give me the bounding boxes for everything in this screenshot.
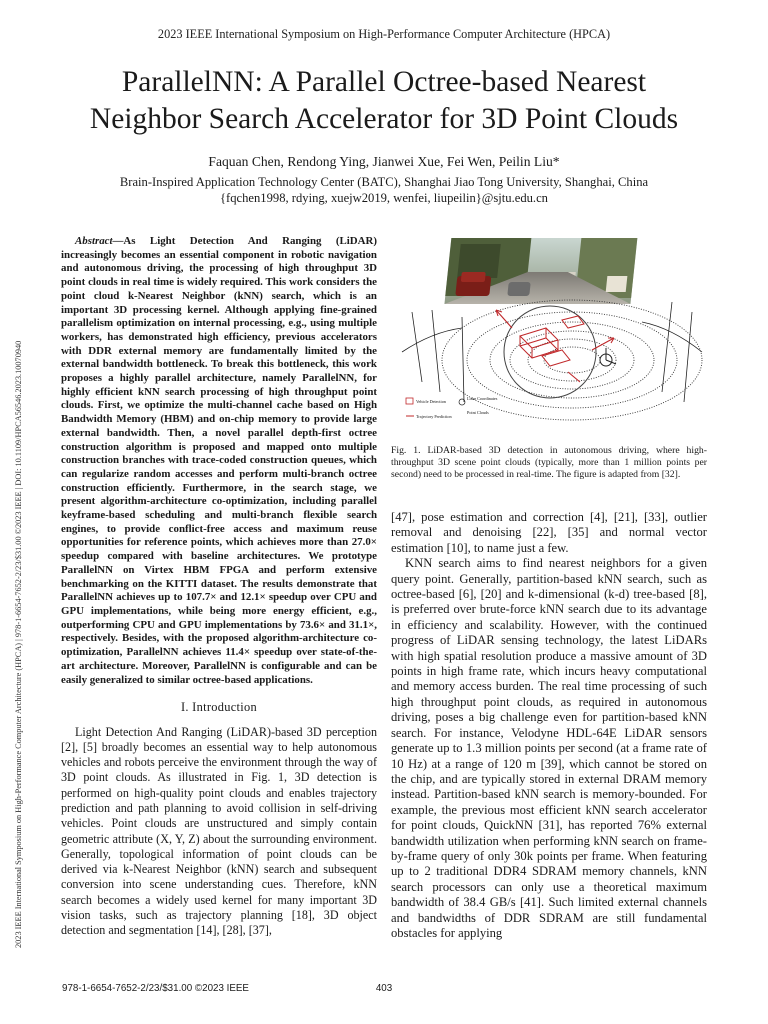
legend-trajectory: Trajectory Prediction (416, 414, 452, 419)
affiliation: Brain-Inspired Application Technology Center (BATC), Shanghai Jiao Tong University, Shanghai, China (119, 175, 649, 189)
section-heading-introduction: I. Introduction (180, 700, 258, 715)
right-column (391, 510, 707, 941)
camera-photo (444, 238, 637, 304)
abstract (61, 235, 377, 687)
page-number: 403 (375, 983, 393, 994)
trajectory-arrows (496, 310, 614, 382)
conference-header: 2023 IEEE International Symposium on High-Performance Computer Architecture (HPCA) (157, 27, 611, 41)
legend-vehicle-detection: Vehicle Detection (416, 399, 446, 404)
abstract-label: Abstract (75, 235, 113, 247)
right-paragraph-continued: [47], pose estimation and correction [4], [21], [33], outlier removal and denoising [22], [35] and normal vector estimation [10], to name just a few. (391, 510, 707, 555)
legend-point-clouds: Point Clouds (467, 410, 489, 415)
author-emails: {fqchen1998, rdying, xuejw2019, wenfei, liupeilin}@sjtu.edu.cn (220, 191, 548, 205)
coordinates-icon (459, 399, 465, 405)
vehicle-detection-icon (406, 398, 413, 404)
author-list: Faquan Chen, Rendong Ying, Jianwei Xue, Fei Wen, Peilin Liu* (208, 154, 560, 169)
title-line-1: ParallelNN: A Parallel Octree-based Nearest (121, 66, 647, 98)
figure-1 (392, 232, 710, 440)
lidar-coordinates-icon (600, 348, 616, 366)
intro-paragraph-1: Light Detection And Ranging (LiDAR)-based 3D perception [2], [5] broadly becomes an essential way to help autonomous vehicles and robots perceive the environment through the way of 3D point clouds. As illustrated in Fig. 1, 3D detection is performed on high-quality point clouds and enables trajectory prediction and path planning to avoid collision in self-driving vehicles. Point clouds are unstructured and simply contain geometric attribute (X, Y, Z) about the surrounding environment. Generally, topological information of point clouds can be derived via k-Nearest Neighbor (kNN) search and subsequent conversion into scene understanding cues. Therefore, kNN search becomes a widely used kernel for many important 3D vision tasks, such as trajectory planning [18], 3D object detection and segmentation [14], [28], [37], (61, 724, 377, 938)
affiliation-block (0, 174, 768, 206)
side-doi-note: 2023 IEEE International Symposium on High-Performance Computer Architecture (HPCA) | 978-1-6654-7652-2/23/$31.00 ©2023 IEEE | DOI: 10.1109/HPCA56546.2023.10070940 (14, 340, 23, 948)
footer-copyright: 978-1-6654-7652-2/23/$31.00 ©2023 IEEE (62, 983, 249, 994)
abstract-text: As Light Detection And Ranging (LiDAR) increasingly becomes an essential component in robotic navigation and autonomous driving, the processing of high throughput 3D point clouds in real time is widely required. This work considers the point cloud k-Nearest Neighbor (kNN) search, which is an important 3D processing kernel. Although applying fine-grained parallelism optimization on internal processing, e.g., using multiple workers, has demonstrated high efficiency, previous accelerators with DDR external memory are fundamentally limited by the external bandwidth bottleneck. To break this bottleneck, this work proposes a highly parallel architecture, namely ParallelNN, for highly efficient kNN search processing of high throughput point clouds. First, we optimize the multi-channel cache based on High Bandwidth Memory (HBM) and on-chip memory to provide large external bandwidth. Then, a novel parallel depth-first octree construction algorithm is proposed and mapped onto multiple construction branches with trace-coded construction queues, which can regularize random accesses and perform multi-branch octree construction efficiently. Furthermore, in the search stage, we present algorithm-architecture co-optimization, including parallel keyframe-based scheduling and multi-branch flexible search engines, to provide conflict-free access and maximum reuse opportunities for reference points, which achieves more than 27.0× speedup compared with baseline architectures. We prototype ParallelNN on Virtex HBM FPGA and perform extensive benchmarking on the KITTI dataset. The results demonstrate that ParallelNN achieves up to 107.7× and 12.1× speedup over CPU and GPU implementations, while being more energy efficient, e.g., outperforming CPU and GPU implementations by 73.6× and 31.1×, respectively. Besides, with the proposed algorithm-architecture co-optimization, ParallelNN achieves 11.4× speedup over state-of-the-art architecture. Moreover, ParallelNN is configurable and can be easily generalized to similar octree-based applications. (61, 235, 377, 686)
right-paragraph-knn: KNN search aims to find nearest neighbors for a given query point. Generally, partition-based kNN search, such as octree-based [6], [20] and k-dimensional (k-d) tree-based [8], is preferred over brute-force kNN search due to its advantage in efficiency and scalability. However, with the continued progress of LiDAR sensing technology, the latest LiDARs with high spatial resolution produce a massive amount of 3D points in high frame rate, which incurs heavy computational and memory access burden. The real time processing of such high throughput point clouds, as required in autonomous driving, poses a big challenge even for partition-based kNN search. For instance, Velodyne HDL-64E LiDAR sensors generate up to 1.3 million points per second (at a frame rate of 10 Hz) at a range of 120 m [39], which cannot be stored on the chip, and are typically stored in external DRAM memory instead. Partition-based kNN search is memory-bounded. For example, the previous most efficient kNN search accelerator for point clouds, QuickNN [31], has reported 76% external bandwidth utilization when performing kNN search on frame-by-frame query of only 30k points per frame. When featuring up to 2 traditional DDR4 SDRAM memory channels, kNN search processors can only use a theoretical maximum bandwidth of 38.4 GB/s [41]. Such limited external channels and bandwidths of DDR SDRAM are still fundamental obstacles for applying (391, 556, 707, 940)
figure-legend (406, 396, 498, 419)
title-line-2: Neighbor Search Accelerator for 3D Point Clouds (89, 103, 679, 135)
figure-1-caption: Fig. 1. LiDAR-based 3D detection in autonomous driving, where high-throughput 3D scene point clouds (typically, more than 1 million points per second) need to be processed in real-time. The figure is adapted from [32]. (391, 445, 707, 481)
left-column (61, 235, 377, 939)
abstract-dash: — (112, 235, 124, 247)
paper-title (40, 64, 728, 138)
lidar-scene-illustration (392, 232, 710, 440)
legend-lidar-coordinates: Lidar Coordinates (467, 396, 498, 401)
